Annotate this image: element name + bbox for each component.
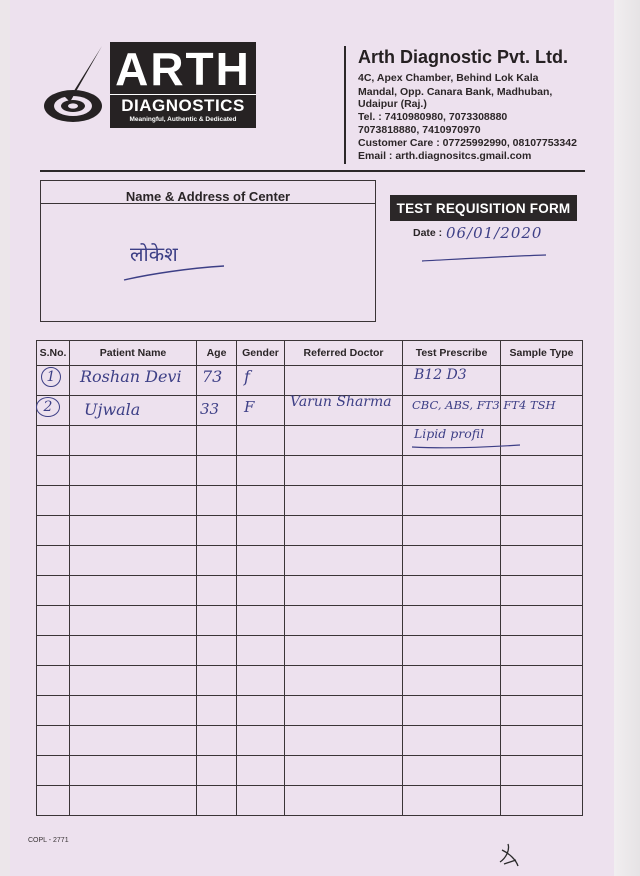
table-row bbox=[37, 486, 583, 516]
header-sno: S.No. bbox=[37, 341, 70, 366]
row2-age: 33 bbox=[200, 400, 220, 418]
table-cell bbox=[237, 786, 285, 816]
table-cell bbox=[37, 726, 70, 756]
table-cell bbox=[285, 636, 403, 666]
table-cell bbox=[37, 426, 70, 456]
table-cell bbox=[197, 516, 237, 546]
table-cell bbox=[70, 726, 197, 756]
table-cell bbox=[70, 576, 197, 606]
table-cell bbox=[197, 756, 237, 786]
table-cell bbox=[197, 426, 237, 456]
table-cell bbox=[501, 786, 583, 816]
table-cell bbox=[37, 456, 70, 486]
table-cell bbox=[285, 456, 403, 486]
target-check-logo-icon bbox=[42, 42, 108, 126]
table-cell bbox=[197, 606, 237, 636]
table-cell bbox=[285, 516, 403, 546]
table-cell bbox=[237, 486, 285, 516]
address-line: Udaipur (Raj.) bbox=[358, 98, 427, 110]
table-cell bbox=[197, 726, 237, 756]
table-cell bbox=[37, 786, 70, 816]
table-cell bbox=[197, 786, 237, 816]
table-cell bbox=[285, 486, 403, 516]
table-cell bbox=[501, 516, 583, 546]
table-cell bbox=[37, 756, 70, 786]
header-referred-doctor: Referred Doctor bbox=[285, 341, 403, 366]
table-cell bbox=[70, 756, 197, 786]
address-line: 4C, Apex Chamber, Behind Lok Kala bbox=[358, 72, 539, 84]
table-cell bbox=[403, 726, 501, 756]
table-row bbox=[37, 666, 583, 696]
table-cell bbox=[403, 486, 501, 516]
table-cell bbox=[70, 636, 197, 666]
table-cell bbox=[285, 726, 403, 756]
table-cell bbox=[37, 486, 70, 516]
header-sample-type: Sample Type bbox=[501, 341, 583, 366]
table-cell bbox=[70, 486, 197, 516]
table-cell bbox=[70, 456, 197, 486]
customer-care-line: Customer Care : 07725992990, 08107753342 bbox=[358, 137, 577, 149]
table-cell bbox=[501, 666, 583, 696]
table-cell bbox=[70, 606, 197, 636]
table-cell bbox=[237, 636, 285, 666]
table-cell bbox=[70, 786, 197, 816]
table-cell bbox=[37, 576, 70, 606]
date-label: Date : bbox=[413, 227, 443, 239]
header-gender: Gender bbox=[237, 341, 285, 366]
table-cell bbox=[197, 486, 237, 516]
company-name: Arth Diagnostic Pvt. Ltd. bbox=[358, 47, 569, 67]
header-age: Age bbox=[197, 341, 237, 366]
table-cell bbox=[197, 636, 237, 666]
center-address-box bbox=[40, 180, 376, 322]
underline-scribble bbox=[120, 256, 230, 286]
table-cell bbox=[501, 456, 583, 486]
table-cell bbox=[403, 756, 501, 786]
table-cell bbox=[237, 726, 285, 756]
table-cell bbox=[285, 366, 403, 396]
table-row bbox=[37, 756, 583, 786]
table-cell bbox=[197, 696, 237, 726]
table-cell bbox=[237, 546, 285, 576]
row1-sno: 1 bbox=[41, 367, 61, 387]
header-rule bbox=[40, 170, 585, 172]
table-cell bbox=[285, 606, 403, 636]
row2-referred-doctor: Varun Sharma bbox=[290, 394, 392, 410]
center-handwritten-name: लोकेश bbox=[130, 242, 178, 266]
form-title-banner: TEST REQUISITION FORM bbox=[390, 195, 577, 221]
date-underline bbox=[420, 252, 550, 264]
table-cell bbox=[285, 666, 403, 696]
table-cell bbox=[285, 546, 403, 576]
table-cell bbox=[237, 666, 285, 696]
table-row bbox=[37, 456, 583, 486]
table-cell bbox=[70, 426, 197, 456]
table-cell bbox=[501, 546, 583, 576]
table-cell bbox=[237, 516, 285, 546]
table-cell bbox=[197, 666, 237, 696]
brand-logo bbox=[110, 42, 256, 128]
table-cell bbox=[403, 696, 501, 726]
table-cell bbox=[37, 636, 70, 666]
row1-patient-name: Roshan Devi bbox=[80, 367, 182, 386]
table-cell bbox=[403, 786, 501, 816]
address-line: Mandal, Opp. Canara Bank, Madhuban, bbox=[358, 86, 553, 98]
table-cell bbox=[37, 546, 70, 576]
row2-gender: F bbox=[244, 398, 255, 416]
header-patient-name: Patient Name bbox=[70, 341, 197, 366]
table-cell bbox=[37, 516, 70, 546]
row2-test-extra: Lipid profil bbox=[414, 426, 485, 441]
table-cell bbox=[403, 576, 501, 606]
table-row bbox=[37, 636, 583, 666]
table-cell bbox=[501, 756, 583, 786]
phone-line: Tel. : 7410980980, 7073308880 bbox=[358, 111, 508, 123]
table-row bbox=[37, 696, 583, 726]
date-value: 06/01/2020 bbox=[446, 224, 543, 242]
row1-gender: f bbox=[244, 367, 250, 386]
email-line: Email : arth.diagnositcs.gmail.com bbox=[358, 150, 532, 162]
table-row bbox=[37, 726, 583, 756]
table-cell bbox=[37, 666, 70, 696]
row2-patient-name: Ujwala bbox=[84, 400, 141, 419]
row2-sno: 2 bbox=[36, 397, 60, 417]
header-divider bbox=[344, 46, 346, 164]
phone-line: 7073818880, 7410970970 bbox=[358, 124, 481, 136]
table-cell bbox=[403, 636, 501, 666]
table-cell bbox=[237, 426, 285, 456]
table-cell bbox=[197, 546, 237, 576]
table-cell bbox=[403, 456, 501, 486]
table-cell bbox=[237, 696, 285, 726]
table-cell bbox=[285, 696, 403, 726]
table-cell bbox=[237, 576, 285, 606]
row1-age: 73 bbox=[202, 367, 223, 386]
table-row bbox=[37, 606, 583, 636]
logo-brand-text: ARTH bbox=[115, 43, 251, 95]
table-row bbox=[37, 786, 583, 816]
table-cell bbox=[70, 516, 197, 546]
table-cell bbox=[501, 486, 583, 516]
table-cell bbox=[70, 696, 197, 726]
test-underline bbox=[410, 441, 522, 451]
table-cell bbox=[501, 576, 583, 606]
table-cell bbox=[501, 606, 583, 636]
page-edge bbox=[614, 0, 640, 876]
row2-test: CBC, ABS, FT3 FT4 TSH bbox=[412, 398, 556, 412]
logo-sub-text: DIAGNOSTICS bbox=[110, 94, 256, 116]
table-cell bbox=[197, 576, 237, 606]
form-code: COPL - 2771 bbox=[28, 837, 69, 844]
table-cell bbox=[70, 666, 197, 696]
table-cell bbox=[37, 696, 70, 726]
table-cell bbox=[501, 636, 583, 666]
table-cell bbox=[403, 546, 501, 576]
table-cell bbox=[403, 666, 501, 696]
table-row bbox=[37, 576, 583, 606]
signature-mark bbox=[496, 840, 522, 868]
table-cell bbox=[285, 426, 403, 456]
table-cell bbox=[403, 516, 501, 546]
table-cell bbox=[285, 576, 403, 606]
table-row bbox=[37, 546, 583, 576]
table-cell bbox=[37, 606, 70, 636]
header-test-prescribe: Test Prescribe bbox=[403, 341, 501, 366]
table-row bbox=[37, 516, 583, 546]
table-cell bbox=[285, 756, 403, 786]
table-cell bbox=[501, 696, 583, 726]
table-cell bbox=[237, 756, 285, 786]
center-box-title: Name & Address of Center bbox=[41, 181, 375, 204]
table-cell bbox=[501, 366, 583, 396]
table-cell bbox=[70, 546, 197, 576]
table-cell bbox=[403, 606, 501, 636]
table-cell bbox=[285, 786, 403, 816]
table-cell bbox=[237, 606, 285, 636]
table-header-row bbox=[37, 341, 583, 366]
logo-tagline: Meaningful, Authentic & Dedicated bbox=[129, 116, 237, 123]
table-cell bbox=[501, 726, 583, 756]
row1-test: B12 D3 bbox=[414, 367, 467, 383]
table-cell bbox=[197, 456, 237, 486]
table-cell bbox=[237, 456, 285, 486]
